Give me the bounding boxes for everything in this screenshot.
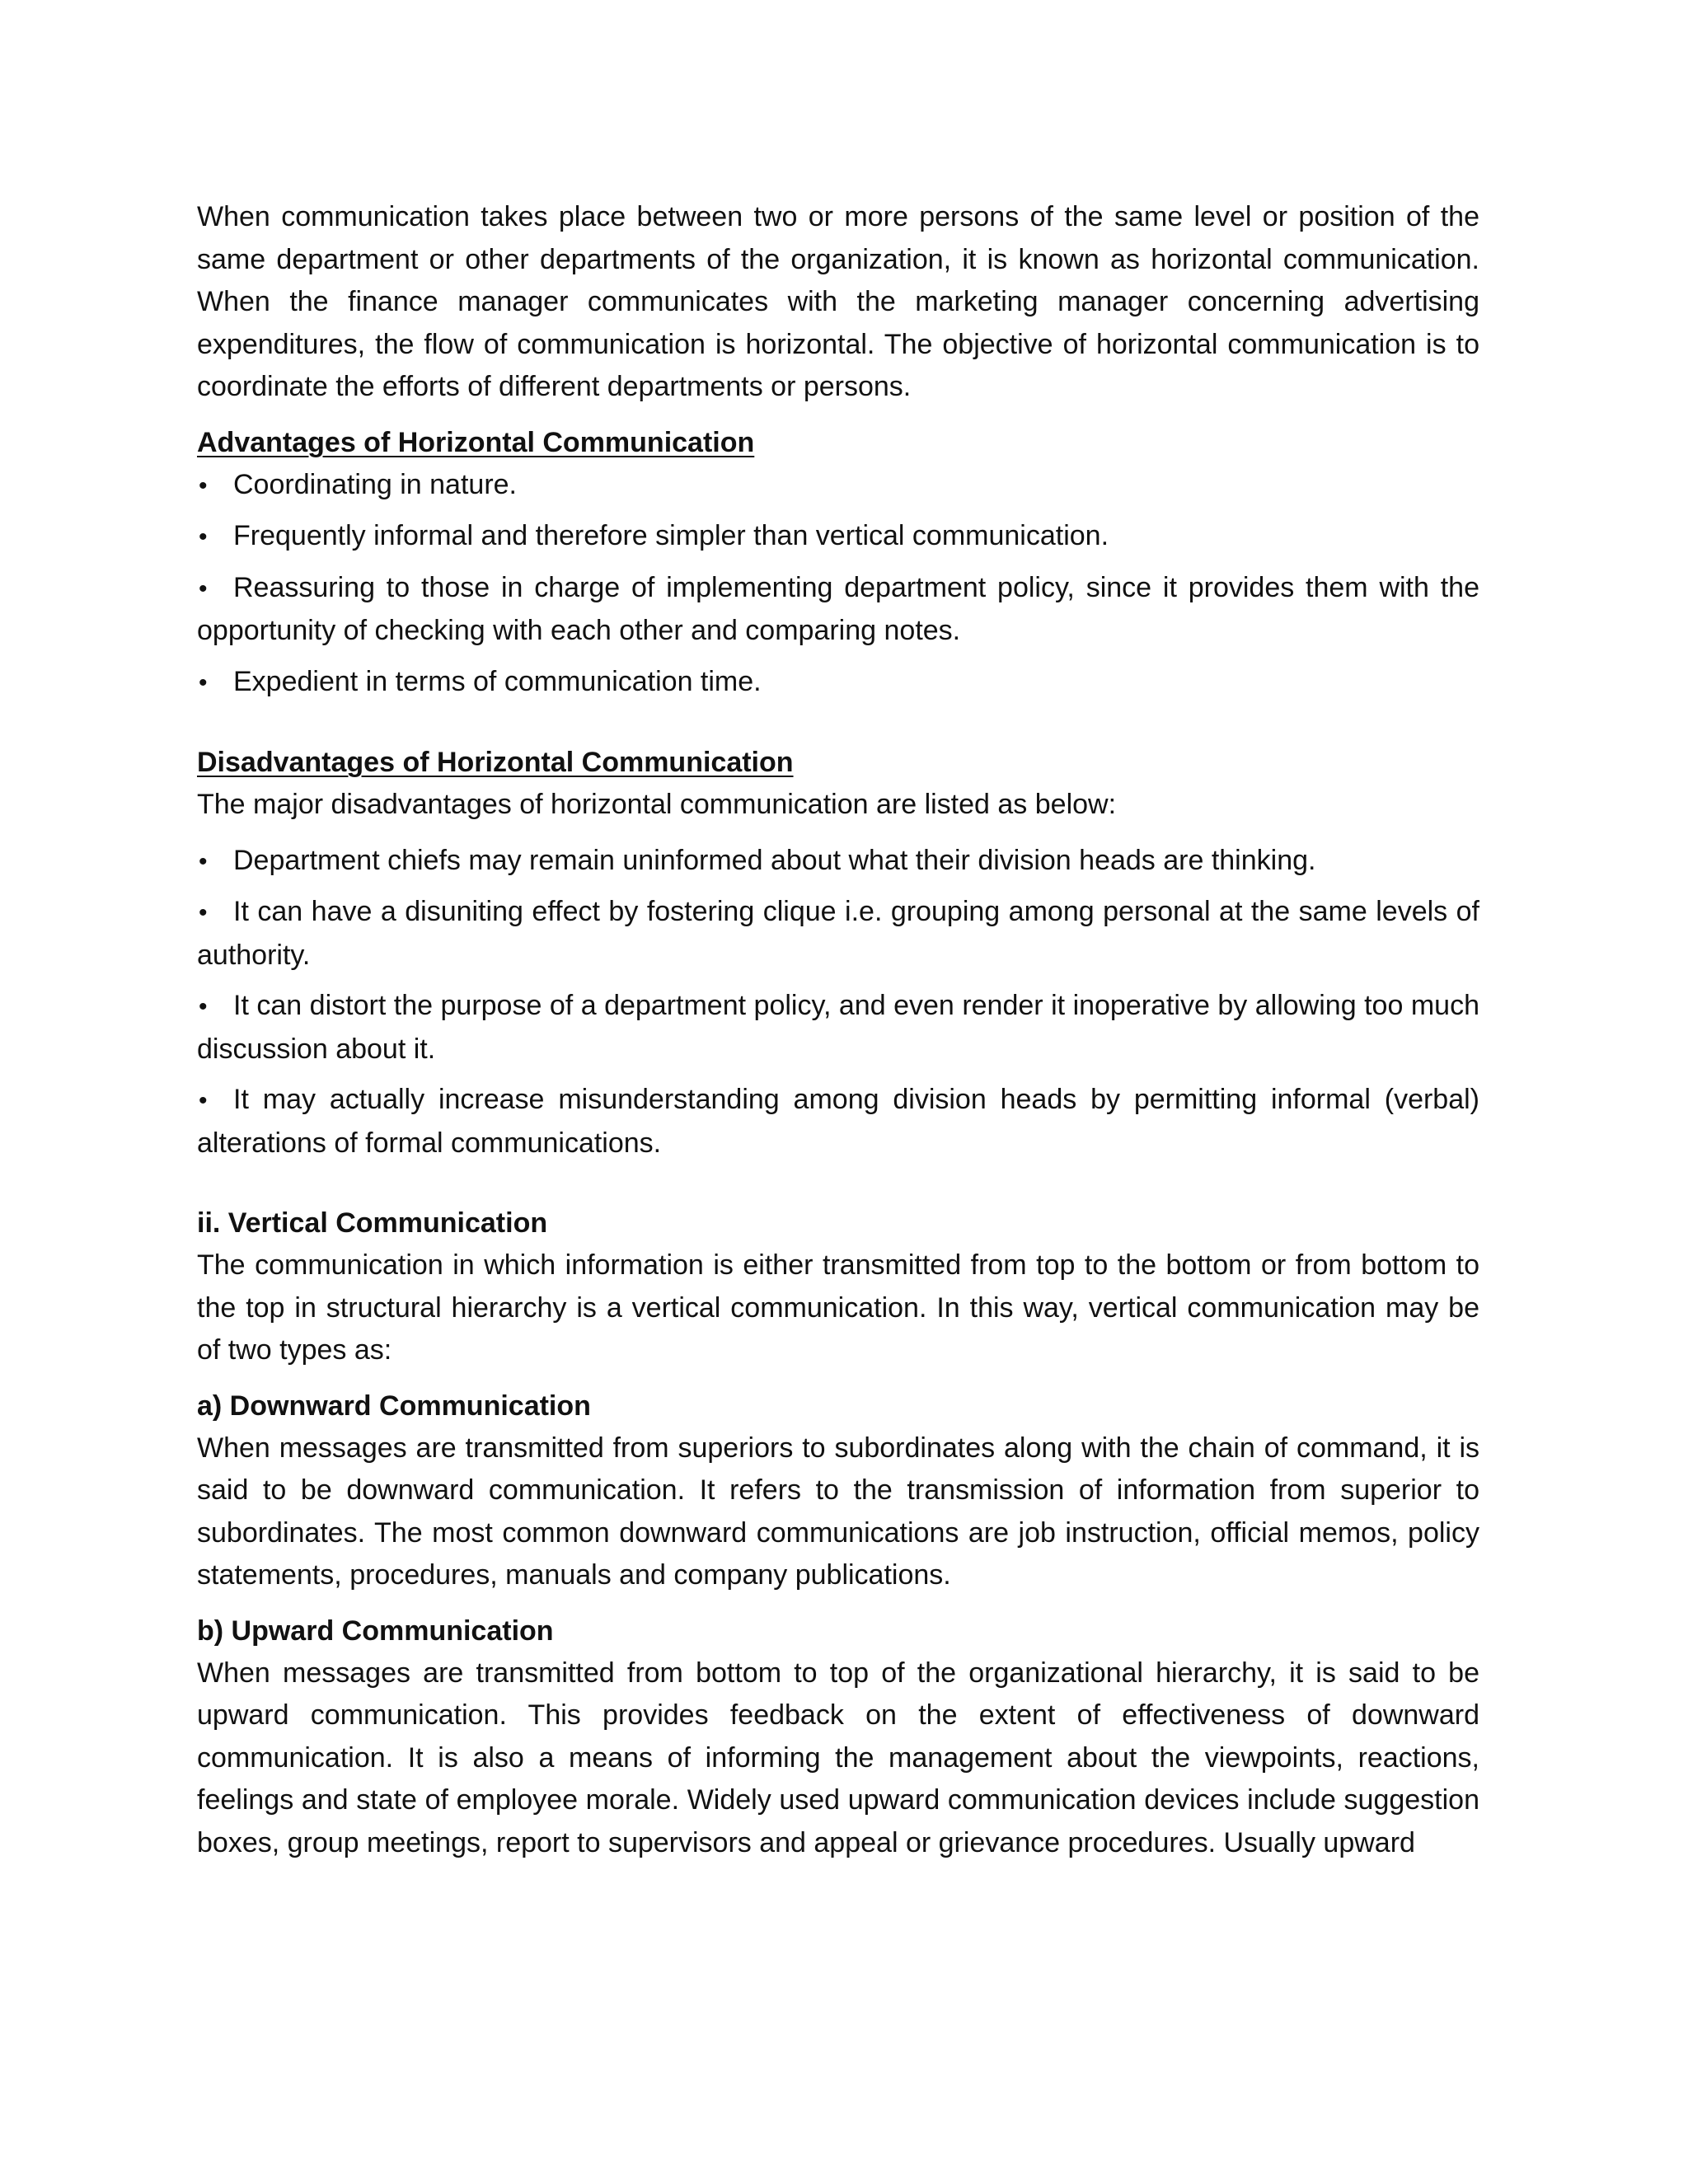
advantages-item-text: Expedient in terms of communication time. <box>233 665 762 697</box>
bullet-icon: • <box>199 668 208 696</box>
disadvantages-list <box>197 840 1479 1165</box>
upward-heading: b) Upward Communication <box>197 1615 554 1647</box>
advantages-list-item <box>197 515 1479 559</box>
disadvantages-item-text: It may actually increase misunderstanding among division heads by permitting informal (verbal) alterations of formal communications. <box>197 1084 1479 1159</box>
advantages-list-item <box>197 464 1479 508</box>
bullet-icon: • <box>199 847 208 875</box>
bullet-icon: • <box>199 899 208 926</box>
bullet-icon: • <box>199 523 208 551</box>
advantages-item-text: Coordinating in nature. <box>233 468 518 500</box>
bullet-icon: • <box>199 993 208 1020</box>
downward-heading: a) Downward Communication <box>197 1390 591 1422</box>
upward-paragraph: When messages are transmitted from bottom to top of the organizational hierarchy, it is said to be upward communication. This provides feedback on the extent of effectiveness of downward communication. It is also a means of informing the management about the viewpoints, reactions, feelings and state of employee morale. Widely used upward communication devices include suggestion boxes, group meetings, report to supervisors and appeal or grievance procedures. Usually upward <box>197 1657 1479 1858</box>
disadvantages-item-text: It can distort the purpose of a department policy, and even render it inoperative by allowing too much discussion about it. <box>197 990 1479 1065</box>
bullet-icon: • <box>199 574 208 602</box>
disadvantages-list-item <box>197 891 1479 977</box>
advantages-list-item <box>197 661 1479 705</box>
vertical-heading: ii. Vertical Communication <box>197 1207 548 1239</box>
bullet-icon: • <box>199 471 208 499</box>
advantages-item-text: Reassuring to those in charge of implementing department policy, since it provides them with the opportunity of checking with each other and comparing notes. <box>197 571 1479 646</box>
disadvantages-heading: Disadvantages of Horizontal Communication <box>197 747 794 778</box>
disadvantages-item-text: It can have a disuniting effect by fostering clique i.e. grouping among personal at the same levels of authority. <box>197 896 1479 971</box>
advantages-list <box>197 464 1479 705</box>
disadvantages-item-text: Department chiefs may remain uninformed about what their division heads are thinking. <box>233 844 1316 876</box>
disadvantages-intro: The major disadvantages of horizontal communication are listed as below: <box>197 789 1117 820</box>
advantages-list-item <box>197 567 1479 653</box>
disadvantages-list-item <box>197 985 1479 1071</box>
bullet-icon: • <box>199 1087 208 1114</box>
downward-paragraph: When messages are transmitted from superiors to subordinates along with the chain of command, it is said to be downward communication. It refers to the transmission of information from superior to subordinates. The most common downward communications are job instruction, official memos, policy statements, procedures, manuals and company publications. <box>197 1432 1479 1591</box>
disadvantages-list-item <box>197 1079 1479 1165</box>
page-content <box>197 196 1479 1864</box>
disadvantages-list-item <box>197 840 1479 883</box>
intro-paragraph: When communication takes place between two or more persons of the same level or position of the same department or other departments of the organization, it is known as horizontal communication. When the finance manager communicates with the marketing manager concerning advertising expenditures, the flow of communication is horizontal. The objective of horizontal communication is to coordinate the efforts of different departments or persons. <box>197 201 1479 402</box>
advantages-heading: Advantages of Horizontal Communication <box>197 426 755 458</box>
advantages-item-text: Frequently informal and therefore simpler than vertical communication. <box>233 520 1109 551</box>
vertical-paragraph: The communication in which information is either transmitted from top to the bottom or from bottom to the top in structural hierarchy is a vertical communication. In this way, vertical communication may be of two types as: <box>197 1249 1479 1366</box>
